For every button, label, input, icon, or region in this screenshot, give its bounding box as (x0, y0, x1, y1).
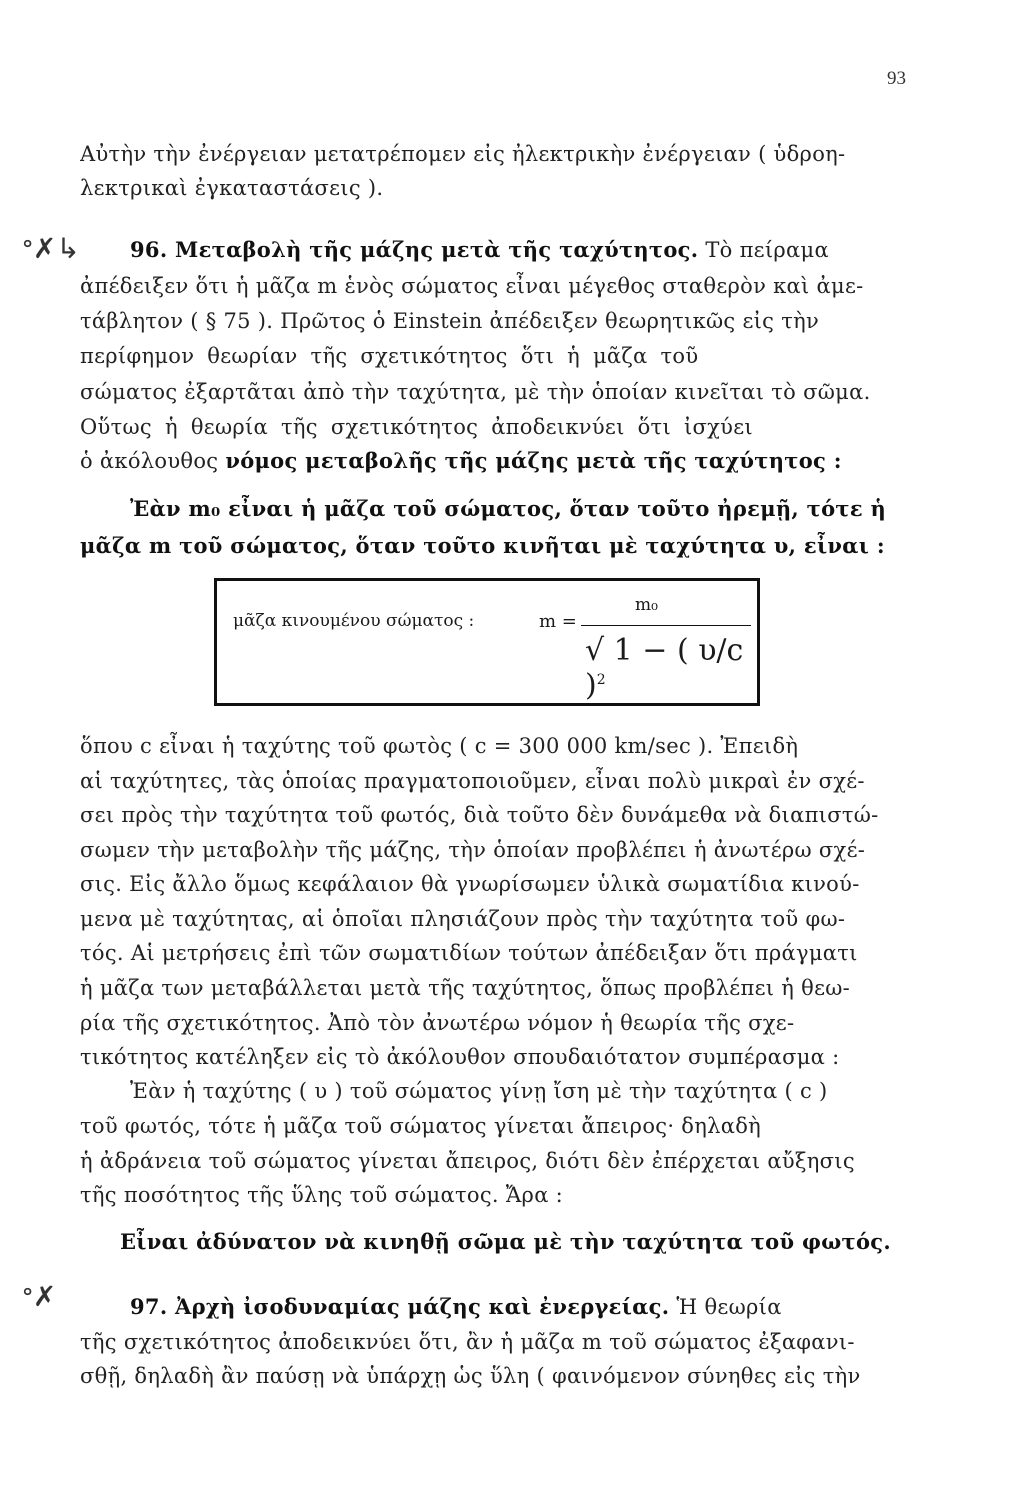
text-line: ὁ ἀκόλουθος (80, 449, 219, 473)
text-line (80, 447, 906, 475)
handwritten-mark-icon: ᐤ✗ (22, 1280, 57, 1313)
text-line: μενα μὲ ταχύτητας, αἱ ὁποῖαι πλησιάζουν πρὸς τὴν ταχύτητα τοῦ φω- (80, 907, 846, 931)
handwritten-mark-icon: ᐤ✗↳ (22, 232, 80, 265)
text-line: τοῦ φωτός, τότε ἡ μᾶζα τοῦ σώματος γίνεται ἄπειρος· δηλαδὴ (80, 1114, 762, 1138)
text-line: τάβλητον ( § 75 ). Πρῶτος ὁ Einstein ἀπέδειξεν θεωρητικῶς εἰς τὴν (80, 309, 820, 333)
formula-label: μᾶζα κινουμένου σώματος : (233, 611, 475, 631)
text-line: περίφημον θεωρίαν τῆς σχετικότητος ὅτι ἡ μᾶζα τοῦ (80, 344, 699, 368)
text-line: Τὸ πείραμα (705, 238, 829, 262)
text-line: ἡ ἀδράνεια τοῦ σώματος γίνεται ἄπειρος, διότι δὲν ἐπέρχεται αὔξησις (80, 1149, 855, 1173)
text-line: Ἐὰν ἡ ταχύτης ( υ ) τοῦ σώματος γίνῃ ἴση μὲ τὴν ταχύτητα ( c ) (130, 1079, 828, 1103)
text-line: τῆς σχετικότητος ἀποδεικνύει ὅτι, ἂν ἡ μᾶζα m τοῦ σώματος ἐξαφανι- (80, 1330, 855, 1354)
fraction-bar (581, 625, 751, 626)
law-text: μᾶζα m τοῦ σώματος, ὅταν τοῦτο κινῆται μὲ ταχύτητα υ, εἶναι : (80, 533, 885, 558)
section-97-heading: 97. Ἀρχὴ ἰσοδυναμίας μάζης καὶ ἐνεργείας. (130, 1294, 670, 1319)
text-line: ὅπου c εἶναι ἡ ταχύτης τοῦ φωτὸς ( c = 300 000 km/sec ). Ἐπειδὴ (80, 734, 799, 758)
text-line: σει πρὸς τὴν ταχύτητα τοῦ φωτός, διὰ τοῦτο δὲν δυνάμεθα νὰ διαπιστώ- (80, 803, 879, 827)
text-line: αἱ ταχύτητες, τὰς ὁποίας πραγματοποιοῦμεν, εἶναι πολὺ μικραὶ ἐν σχέ- (80, 769, 865, 793)
law-title: νόμος μεταβολῆς τῆς μάζης μετὰ τῆς ταχύτητος : (225, 448, 842, 473)
text-line: σις. Εἰς ἄλλο ὅμως κεφάλαιον θὰ γνωρίσωμεν ὑλικὰ σωματίδια κινού- (80, 872, 860, 896)
section-96 (130, 236, 906, 264)
formula-box (214, 578, 760, 706)
text-line: ρία τῆς σχετικότητος. Ἀπὸ τὸν ἀνωτέρω νόμον ἡ θεωρία τῆς σχε- (80, 1011, 795, 1035)
text-line: σθῇ, δηλαδὴ ἂν παύσῃ νὰ ὑπάρχῃ ὡς ὕλη ( φαινόμενον σύνηθες εἰς τὴν (80, 1364, 861, 1388)
text-line: Ἡ θεωρία (676, 1295, 782, 1319)
text-line: ἡ μᾶζα των μεταβάλλεται μετὰ τῆς ταχύτητος, ὅπως προβλέπει ἡ θεω- (80, 976, 851, 1000)
law-text: Ἐὰν m₀ εἶναι ἡ μᾶζα τοῦ σώματος, ὅταν τοῦτο ἠρεμῇ, τότε ἡ (130, 496, 887, 521)
text-line: τός. Αἱ μετρήσεις ἐπὶ τῶν σωματιδίων τούτων ἀπέδειξαν ὅτι πράγματι (80, 941, 858, 965)
page-number: 93 (887, 68, 906, 89)
formula-numerator: m₀ (635, 595, 658, 615)
text-line: Οὕτως ἡ θεωρία τῆς σχετικότητος ἀποδεικνύει ὅτι ἰσχύει (80, 415, 753, 439)
text-line: σώματος ἐξαρτᾶται ἀπὸ τὴν ταχύτητα, μὲ τὴν ὁποίαν κινεῖται τὸ σῶμα. (80, 380, 871, 404)
text-line: τῆς ποσότητος τῆς ὕλης τοῦ σώματος. Ἄρα : (80, 1183, 564, 1207)
text-line: λεκτρικαὶ ἐγκαταστάσεις ). (80, 176, 384, 200)
formula-lhs: m = (539, 611, 577, 632)
section-97 (130, 1293, 906, 1321)
section-96-heading: 96. Μεταβολὴ τῆς μάζης μετὰ τῆς ταχύτητος. (130, 237, 699, 262)
formula-denominator: √ 1 − ( υ/c )$^2$ (585, 633, 744, 703)
bold-statement: Εἶναι ἀδύνατον νὰ κινηθῇ σῶμα μὲ τὴν ταχύτητα τοῦ φωτός. (120, 1229, 891, 1254)
text-line: σωμεν τὴν μεταβολὴν τῆς μάζης, τὴν ὁποίαν προβλέπει ἡ ἀνωτέρω σχέ- (80, 838, 866, 862)
text-line: ἀπέδειξεν ὅτι ἡ μᾶζα m ἑνὸς σώματος εἶναι μέγεθος σταθερὸν καὶ ἀμε- (80, 274, 864, 298)
text-line: Αὐτὴν τὴν ἐνέργειαν μετατρέπομεν εἰς ἠλεκτρικὴν ἐνέργειαν ( ὑδροη- (80, 142, 846, 166)
text-line: τικότητος κατέληξεν εἰς τὸ ἀκόλουθον σπουδαιότατον συμπέρασμα : (80, 1045, 840, 1069)
